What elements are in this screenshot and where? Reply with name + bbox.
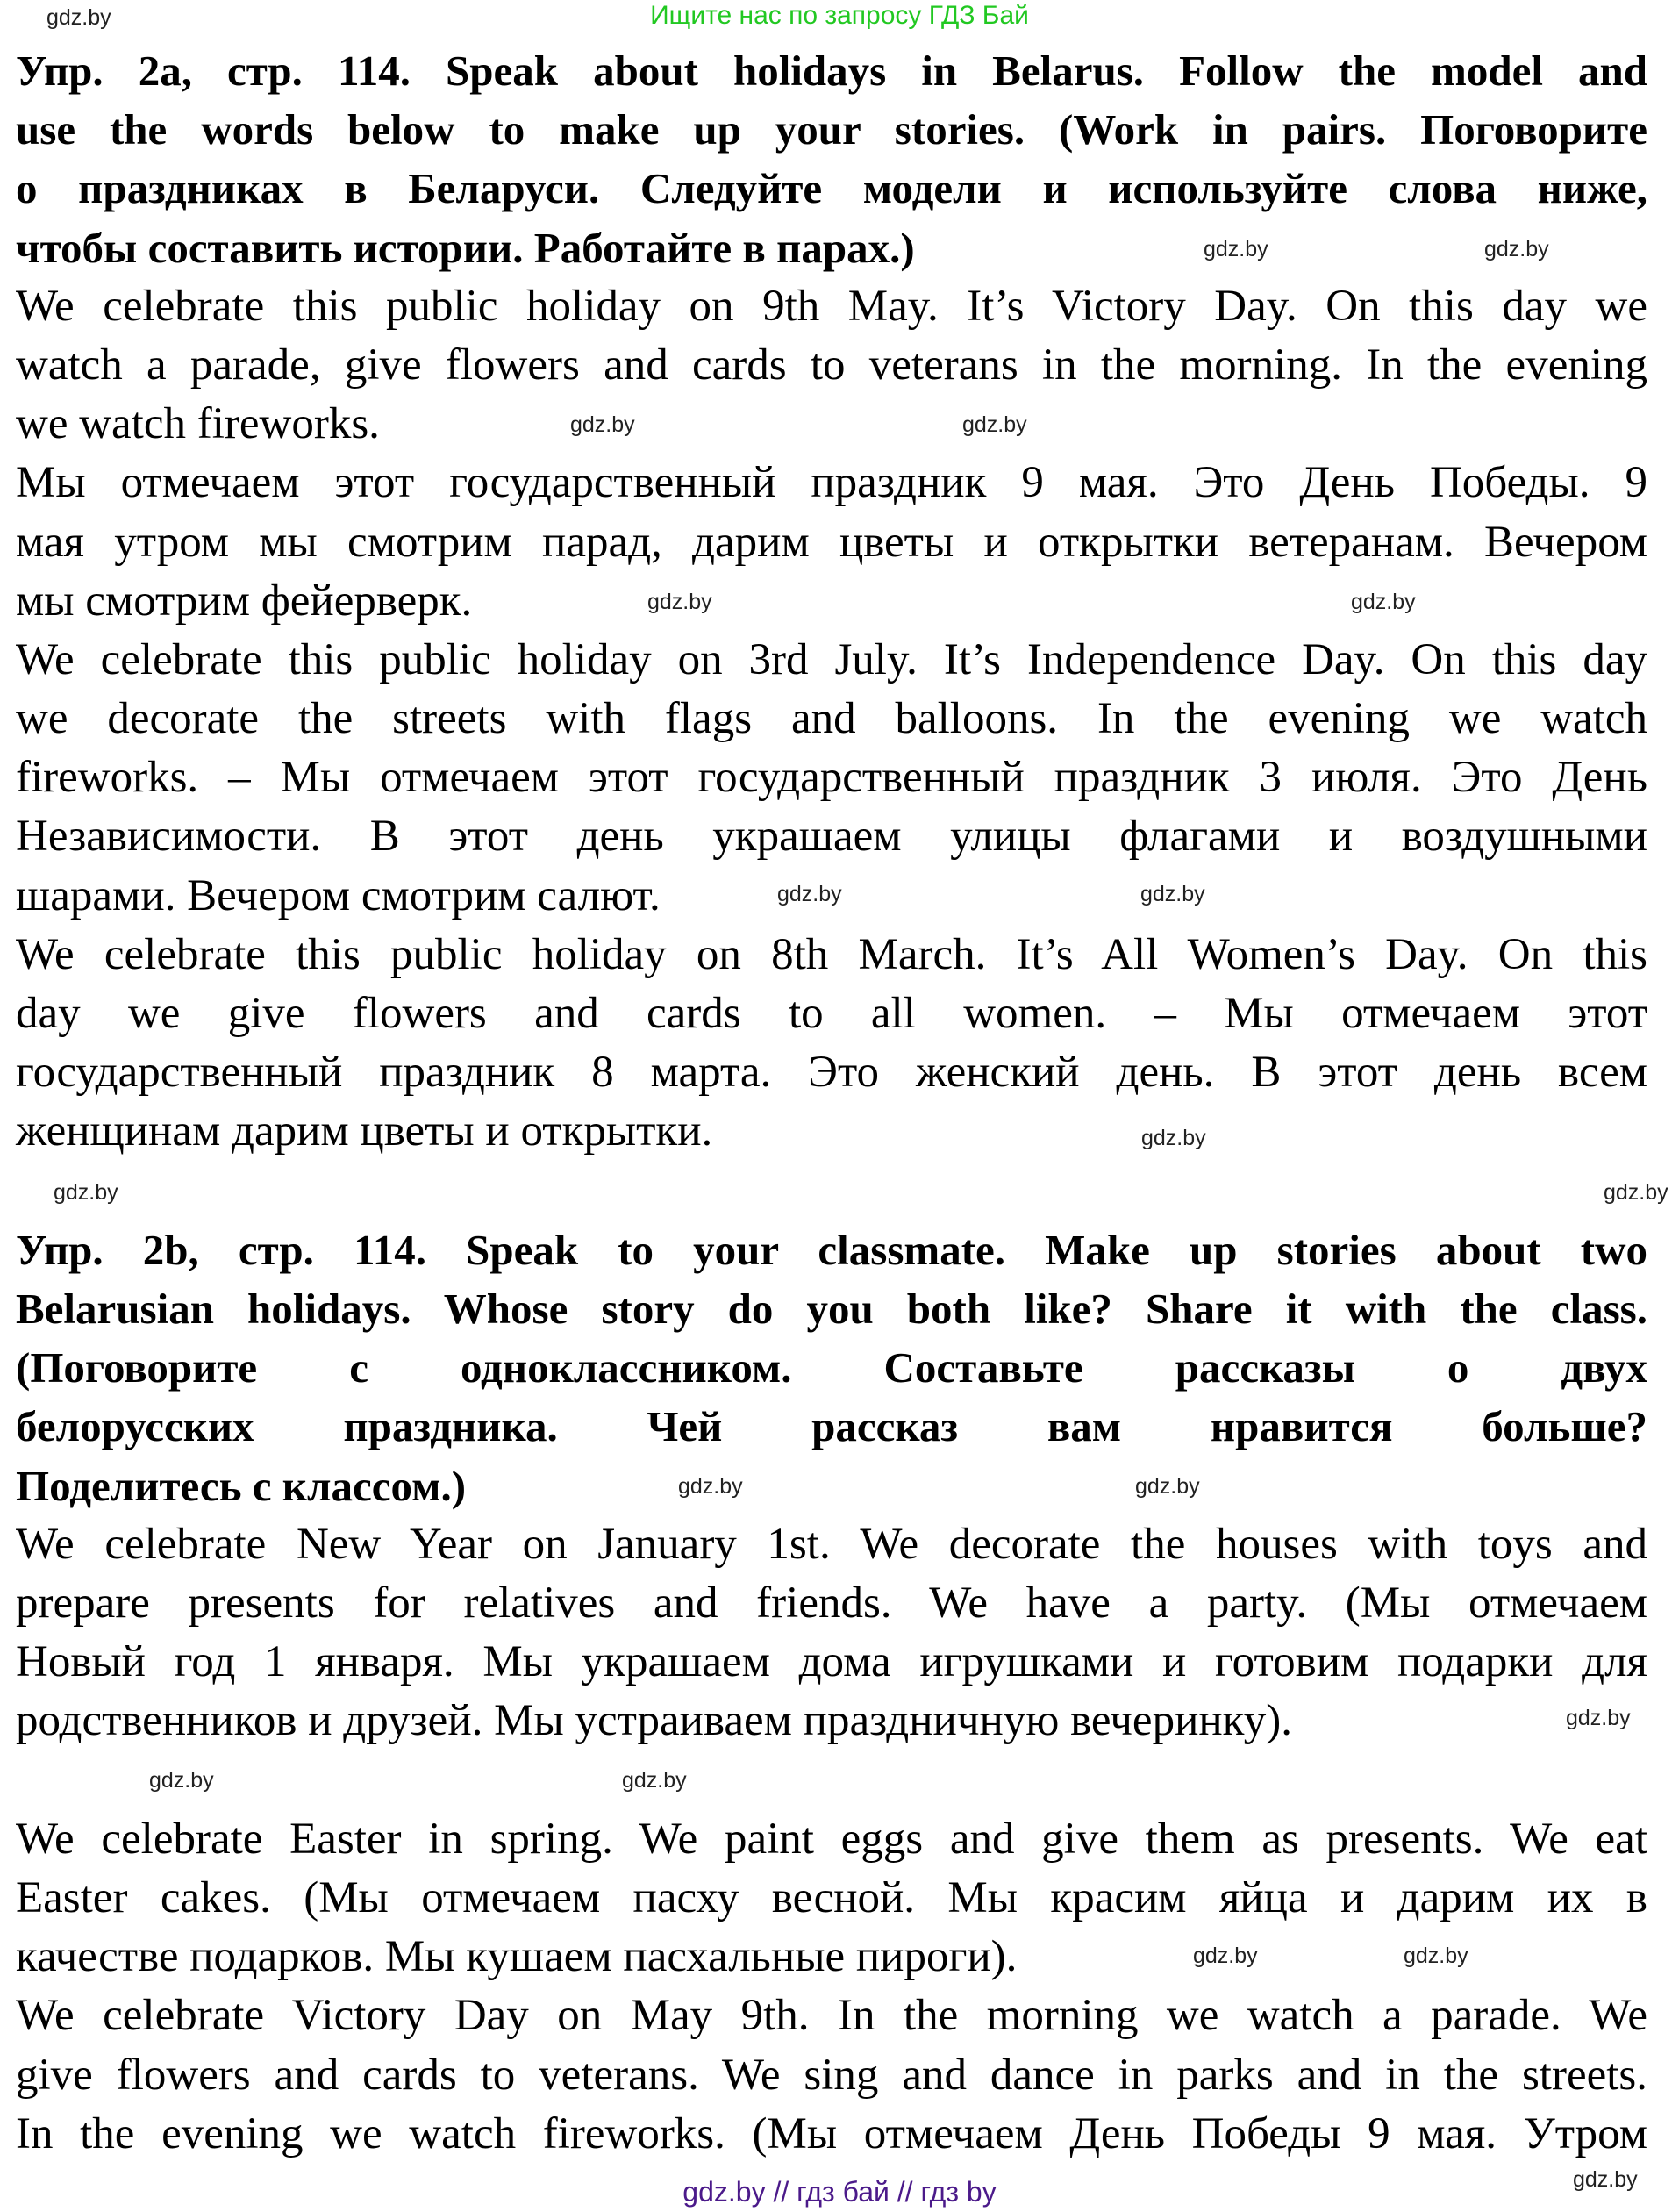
search-banner: Ищите нас по запросу ГДЗ Бай bbox=[650, 1, 1029, 30]
text-line: Новый год 1 января. Мы украшаем дома игрушками и готовим подарки для bbox=[16, 1637, 1647, 1687]
gdz-watermark: gdz.by bbox=[622, 1768, 687, 1793]
gdz-watermark: gdz.by bbox=[570, 412, 635, 437]
gdz-watermark: gdz.by bbox=[1204, 237, 1268, 261]
exercise-heading bbox=[16, 41, 1647, 277]
text-line: мая утром мы смотрим парад, дарим цветы и открытки ветеранам. Вечером bbox=[16, 517, 1647, 567]
gdz-watermark: gdz.by bbox=[1404, 1944, 1468, 1968]
paragraph bbox=[16, 277, 1647, 455]
text-line: государственный праздник 8 марта. Это женский день. В этот день всем bbox=[16, 1048, 1647, 1098]
gdz-watermark: gdz.by bbox=[1604, 1180, 1668, 1205]
text-line: мы смотрим фейерверк. bbox=[16, 576, 473, 626]
gdz-watermark: gdz.by bbox=[962, 412, 1027, 437]
text-line: We celebrate Victory Day on May 9th. In the morning we watch a parade. We bbox=[16, 1991, 1647, 2041]
text-line: качестве подарков. Мы кушаем пасхальные пироги). bbox=[16, 1932, 1018, 1982]
gdz-watermark: gdz.by bbox=[1351, 590, 1416, 614]
exercise-heading bbox=[16, 1221, 1647, 1515]
gdz-watermark: gdz.by bbox=[1135, 1474, 1200, 1499]
paragraph bbox=[16, 926, 1647, 1162]
text-line: (Поговорите с одноклассником. Составьте рассказы о двух bbox=[16, 1343, 1647, 1392]
footer-watermark: gdz.by // гдз бай // гдз by bbox=[682, 2176, 997, 2208]
text-line: Easter cakes. (Мы отмечаем пасху весной. Мы красим яйца и дарим их в bbox=[16, 1872, 1647, 1922]
text-line: We celebrate Easter in spring. We paint eggs and give them as presents. We eat bbox=[16, 1814, 1647, 1864]
text-line: prepare presents for relatives and friends. We have a party. (Мы отмечаем bbox=[16, 1578, 1647, 1628]
text-line: We celebrate this public holiday on 3rd July. It’s Independence Day. On this day bbox=[16, 634, 1647, 684]
gdz-watermark: gdz.by bbox=[54, 1180, 118, 1205]
text-line: белорусских праздника. Чей рассказ вам нравится больше? bbox=[16, 1402, 1647, 1451]
gdz-watermark: gdz.by bbox=[678, 1474, 743, 1499]
text-line: We celebrate this public holiday on 8th March. It’s All Women’s Day. On this bbox=[16, 929, 1647, 979]
text-line: о праздниках в Беларуси. Следуйте модели и используйте слова ниже, bbox=[16, 164, 1647, 213]
text-line: Независимости. В этот день украшаем улицы флагами и воздушными bbox=[16, 812, 1647, 862]
paragraph bbox=[16, 1987, 1647, 2164]
gdz-watermark: gdz.by bbox=[149, 1768, 214, 1793]
text-line: шарами. Вечером смотрим салют. bbox=[16, 870, 661, 920]
text-line: give flowers and cards to veterans. We sing and dance in parks and in the streets. bbox=[16, 2050, 1647, 2100]
gdz-watermark: gdz.by bbox=[1141, 1126, 1206, 1150]
text-line: Упр. 2a, стр. 114. Speak about holidays in Belarus. Follow the model and bbox=[16, 47, 1647, 95]
text-line: In the evening we watch fireworks. (Мы отмечаем День Победы 9 мая. Утром bbox=[16, 2108, 1647, 2158]
text-line: day we give flowers and cards to all women. – Мы отмечаем этот bbox=[16, 989, 1647, 1039]
gdz-watermark: gdz.by bbox=[1193, 1944, 1258, 1968]
gdz-watermark: gdz.by bbox=[1140, 882, 1205, 906]
paragraph-gap bbox=[16, 1751, 1647, 1810]
gdz-watermark: gdz.by bbox=[1573, 2167, 1638, 2192]
text-line: We celebrate this public holiday on 9th May. It’s Victory Day. On this day we bbox=[16, 281, 1647, 331]
text-line: Поделитесь с классом.) bbox=[16, 1461, 467, 1510]
text-line: We celebrate New Year on January 1st. We decorate the houses with toys and bbox=[16, 1519, 1647, 1569]
text-line: женщинам дарим цветы и открытки. bbox=[16, 1106, 713, 1156]
text-line: watch a parade, give flowers and cards to veterans in the morning. In the evening bbox=[16, 340, 1647, 390]
text-line: Belarusian holidays. Whose story do you both like? Share it with the class. bbox=[16, 1285, 1647, 1334]
gdz-watermark: gdz.by bbox=[46, 5, 111, 30]
text-line: Упр. 2b, стр. 114. Speak to your classmate. Make up stories about two bbox=[16, 1225, 1647, 1274]
text-line: чтобы составить истории. Работайте в парах.) bbox=[16, 223, 915, 272]
text-line: we watch fireworks. bbox=[16, 399, 380, 449]
gdz-watermark: gdz.by bbox=[1484, 237, 1549, 261]
text-line: we decorate the streets with flags and balloons. In the evening we watch bbox=[16, 694, 1647, 744]
text-line: fireworks. – Мы отмечаем этот государственный праздник 3 июля. Это День bbox=[16, 753, 1647, 803]
paragraph bbox=[16, 1515, 1647, 1751]
document-body bbox=[16, 41, 1647, 2164]
paragraph bbox=[16, 1810, 1647, 1987]
text-line: use the words below to make up your stories. (Work in pairs. Поговорите bbox=[16, 105, 1647, 154]
text-line: Мы отмечаем этот государственный праздник 9 мая. Это День Победы. 9 bbox=[16, 458, 1647, 508]
gdz-watermark: gdz.by bbox=[777, 882, 842, 906]
gdz-watermark: gdz.by bbox=[647, 590, 712, 614]
paragraph-gap bbox=[16, 1162, 1647, 1221]
gdz-watermark: gdz.by bbox=[1566, 1706, 1631, 1730]
text-line: родственников и друзей. Мы устраиваем праздничную вечеринку). bbox=[16, 1696, 1292, 1746]
